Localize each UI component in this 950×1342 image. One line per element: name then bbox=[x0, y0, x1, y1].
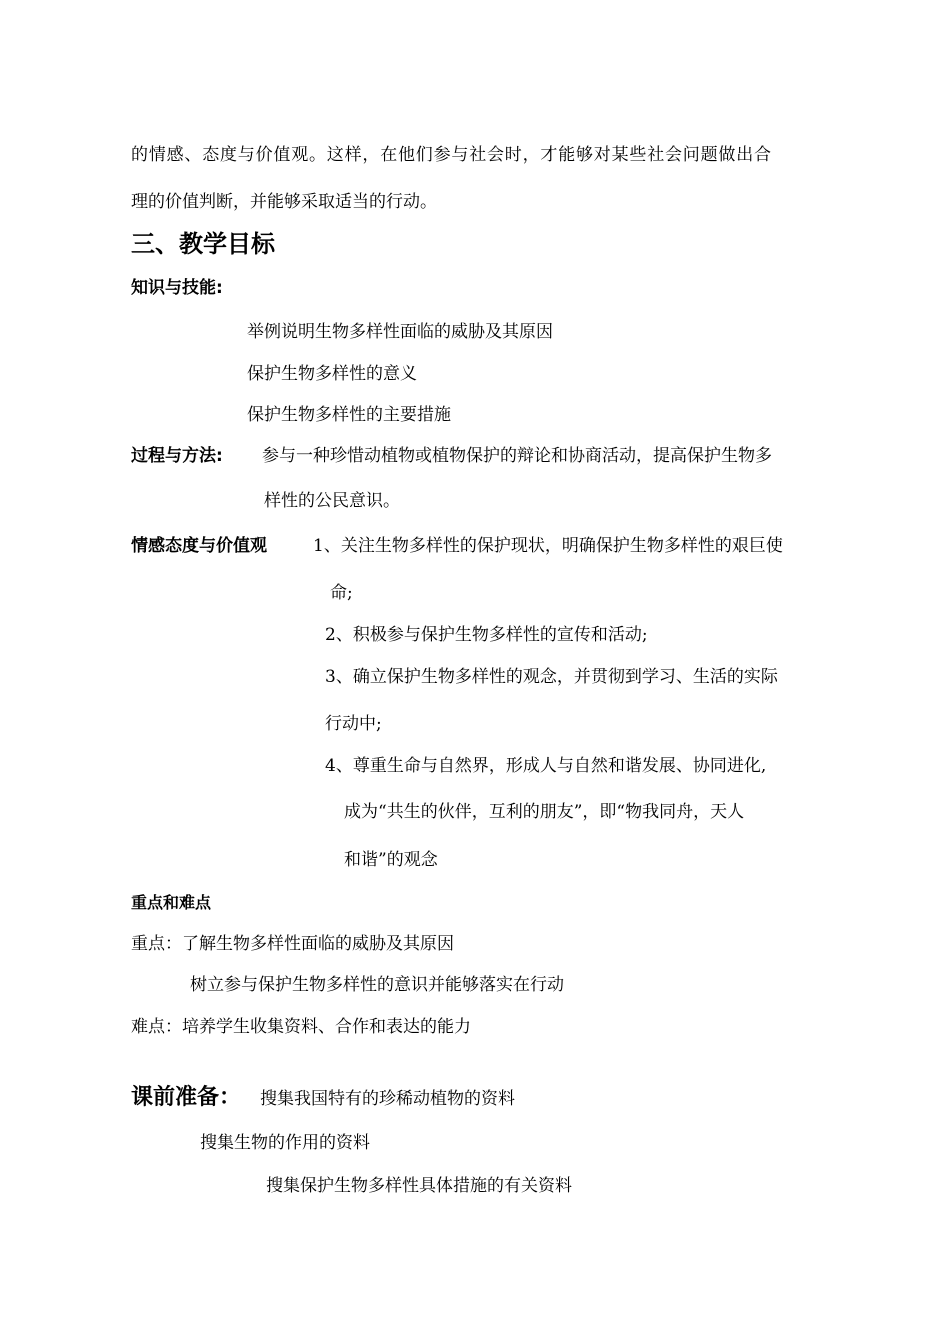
attitude-item-1-line-1: 1、关注生物多样性的保护现状，明确保护生物多样性的艰巨使 bbox=[313, 536, 783, 556]
attitude-item-3-line-2: 行动中; bbox=[325, 714, 382, 734]
preparation-label: 课前准备： bbox=[131, 1085, 242, 1110]
preparation-item-3: 搜集保护生物多样性具体措施的有关资料 bbox=[266, 1176, 572, 1196]
attitude-item-4-line-2: 成为“共生的伙伴，互利的朋友”，即“物我同舟，天人 bbox=[344, 802, 745, 822]
key-points-heading: 重点和难点 bbox=[131, 893, 212, 912]
attitude-item-1-line-2: 命; bbox=[330, 583, 353, 603]
preparation-item-1: 搜集我国特有的珍稀动植物的资料 bbox=[260, 1089, 515, 1109]
focus-line-2: 树立参与保护生物多样性的意识并能够落实在行动 bbox=[190, 975, 564, 995]
process-text-line-2: 样性的公民意识。 bbox=[264, 491, 400, 511]
section-heading-objectives: 三、教学目标 bbox=[131, 230, 275, 258]
attitude-item-4-line-3: 和谐”的观念 bbox=[344, 850, 438, 870]
process-label: 过程与方法: bbox=[131, 446, 223, 466]
attitude-item-2: 2、积极参与保护生物多样性的宣传和活动; bbox=[325, 625, 648, 645]
knowledge-label: 知识与技能: bbox=[131, 278, 223, 298]
focus-line-1: 重点：了解生物多样性面临的威胁及其原因 bbox=[131, 934, 454, 954]
intro-line-1: 的情感、态度与价值观。这样，在他们参与社会时，才能够对某些社会问题做出合 bbox=[131, 145, 772, 165]
process-text-line-1: 参与一种珍惜动植物或植物保护的辩论和协商活动，提高保护生物多 bbox=[262, 446, 772, 466]
knowledge-item: 保护生物多样性的主要措施 bbox=[247, 405, 451, 425]
attitude-item-3-line-1: 3、确立保护生物多样性的观念，并贯彻到学习、生活的实际 bbox=[325, 667, 778, 687]
difficulty-line: 难点：培养学生收集资料、合作和表达的能力 bbox=[131, 1017, 471, 1037]
intro-line-2: 理的价值判断，并能够采取适当的行动。 bbox=[131, 192, 437, 212]
attitude-item-4-line-1: 4、尊重生命与自然界，形成人与自然和谐发展、协同进化, bbox=[325, 756, 767, 776]
knowledge-item: 保护生物多样性的意义 bbox=[247, 364, 417, 384]
preparation-item-2: 搜集生物的作用的资料 bbox=[200, 1133, 370, 1153]
attitude-label: 情感态度与价值观 bbox=[131, 536, 267, 556]
knowledge-item: 举例说明生物多样性面临的威胁及其原因 bbox=[247, 322, 553, 342]
